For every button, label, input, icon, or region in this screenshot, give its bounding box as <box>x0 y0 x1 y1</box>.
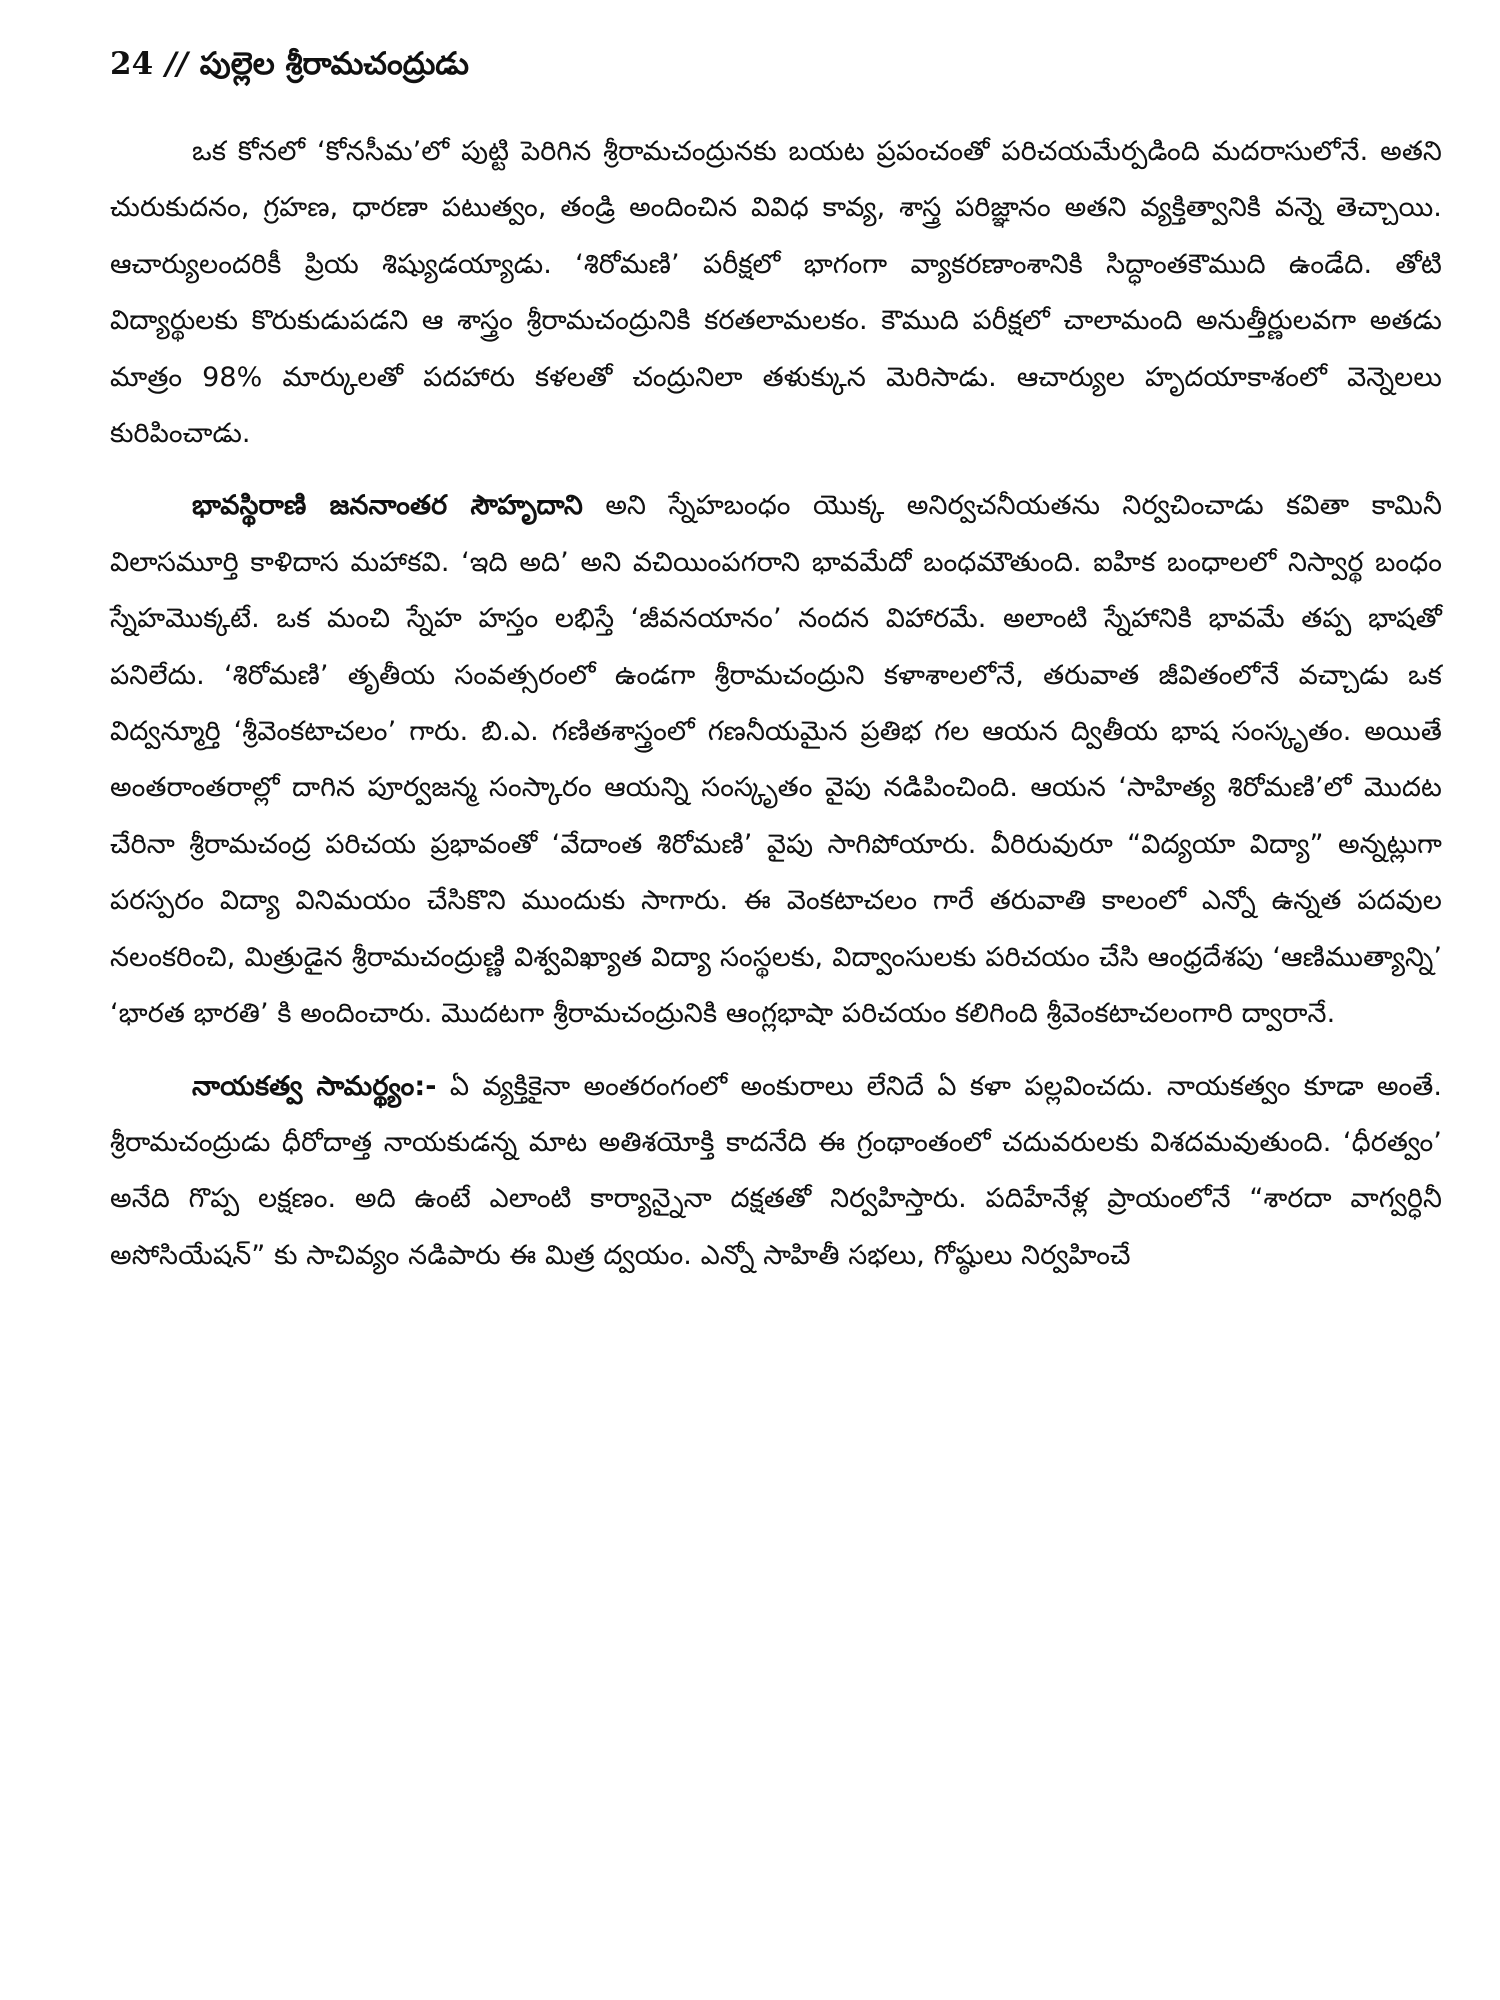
paragraph-text: ఏ వ్యక్తికైనా అంతరంగంలో అంకురాలు లేనిదే ఏ కళా పల్లవించదు. నాయకత్వం కూడా అంతే. శ్రీరామచంద్రుడు ధీరోదాత్త నాయకుడన్న మాట అతిశయోక్తి కాదనేది ఈ గ్రంథాంతంలో చదువరులకు విశదమవుతుంది. ‘ధీరత్వం’ అనేది గొప్ప లక్షణం. అది ఉంటే ఎలాంటి కార్యాన్నైనా దక్షతతో నిర్వహిస్తారు. పదిహేనేళ్ల ప్రాయంలోనే “శారదా వాగ్వర్ధినీ అసోసియేషన్” కు సాచివ్యం నడిపారు ఈ మిత్ర ద్వయం. ఎన్నో సాహితీ సభలు, గోష్ఠులు నిర్వహించే <box>110 1070 1443 1271</box>
paragraph-text: ఒక కోనలో ‘కోనసీమ’లో పుట్టి పెరిగిన శ్రీరామచంద్రునకు బయట ప్రపంచంతో పరిచయమేర్పడింది మదరాసులోనే. అతని చురుకుదనం, గ్రహణ, ధారణా పటుత్వం, తండ్రి అందించిన వివిధ కావ్య, శాస్త్ర పరిజ్ఞానం అతని వ్యక్తిత్వానికి వన్నె తెచ్చాయి. ఆచార్యులందరికీ ప్రియ శిష్యుడయ్యాడు. ‘శిరోమణి’ పరీక్షలో భాగంగా వ్యాకరణాంశానికి సిద్ధాంతకౌముది ఉండేది. తోటి విద్యార్థులకు కొరుకుడుపడని ఆ శాస్త్రం శ్రీరామచంద్రునికి కరతలామలకం. కౌముది పరీక్షలో చాలామంది అనుత్తీర్ణులవగా అతడు మాత్రం 98% మార్కులతో పదహారు కళలతో చంద్రునిలా తళుక్కున మెరిసాడు. ఆచార్యుల హృదయాకాశంలో వెన్నెలలు కురిపించాడు. <box>110 136 1442 450</box>
page-number: 24 <box>110 46 154 82</box>
running-header <box>110 42 1442 86</box>
paragraph-text: అని స్నేహబంధం యొక్క అనిర్వచనీయతను నిర్వచించాడు కవితా కామినీ విలాసమూర్తి కాళిదాస మహాకవి. ‘ఇది అది’ అని వచియింపగరాని భావమేదో బంధమౌతుంది. ఐహిక బంధాలలో నిస్వార్థ బంధం స్నేహమొక్కటే. ఒక మంచి స్నేహ హస్తం లభిస్తే ‘జీవనయానం’ నందన విహారమే. అలాంటి స్నేహానికి భావమే తప్ప భాషతో పనిలేదు. ‘శిరోమణి’ తృతీయ సంవత్సరంలో ఉండగా శ్రీరామచంద్రుని కళాశాలలోనే, తరువాత జీవితంలోనే వచ్చాడు ఒక విద్వన్మూర్తి ‘శ్రీవెంకటాచలం’ గారు. బి.ఎ. గణితశాస్త్రంలో గణనీయమైన ప్రతిభ గల ఆయన ద్వితీయ భాష సంస్కృతం. అయితే అంతరాంతరాల్లో దాగిన పూర్వజన్మ సంస్కారం ఆయన్ని సంస్కృతం వైపు నడిపించింది. ఆయన ‘సాహిత్య శిరోమణి’లో మొదట చేరినా శ్రీరామచంద్ర పరిచయ ప్రభావంతో ‘వేదాంత శిరోమణి’ వైపు సాగిపోయారు. వీరిరువురూ “విద్యయా విద్యా” అన్నట్లుగా పరస్పరం విద్యా వినిమయం చేసికొని ముందుకు సాగారు. ఈ వెంకటాచలం గారే తరువాతి కాలంలో ఎన్నో ఉన్నత పదవుల నలంకరించి, మిత్రుడైన శ్రీరామచంద్రుణ్ణి విశ్వవిఖ్యాత విద్యా సంస్థలకు, విద్వాంసులకు పరిచయం చేసి ఆంధ్రదేశపు ‘ఆణిముత్యాన్ని’ ‘భారత భారతి’ కి అందించారు. మొదటగా శ్రీరామచంద్రునికి ఆంగ్లభాషా పరిచయం కలిగింది శ్రీవెంకటాచలంగారి ద్వారానే. <box>110 490 1443 1030</box>
paragraph-friendship <box>110 478 1442 1042</box>
running-title: పుల్లెల శ్రీరామచంద్రుడు <box>199 46 469 82</box>
paragraph-lead: భావస్థిరాణి జననాంతర సౌహృదాని <box>192 490 583 522</box>
header-separator: // <box>165 46 188 82</box>
paragraph-leadership <box>110 1059 1442 1285</box>
paragraph-madras-studies <box>110 124 1442 462</box>
paragraph-lead: నాయకత్వ సామర్థ్యం:- <box>192 1070 437 1102</box>
